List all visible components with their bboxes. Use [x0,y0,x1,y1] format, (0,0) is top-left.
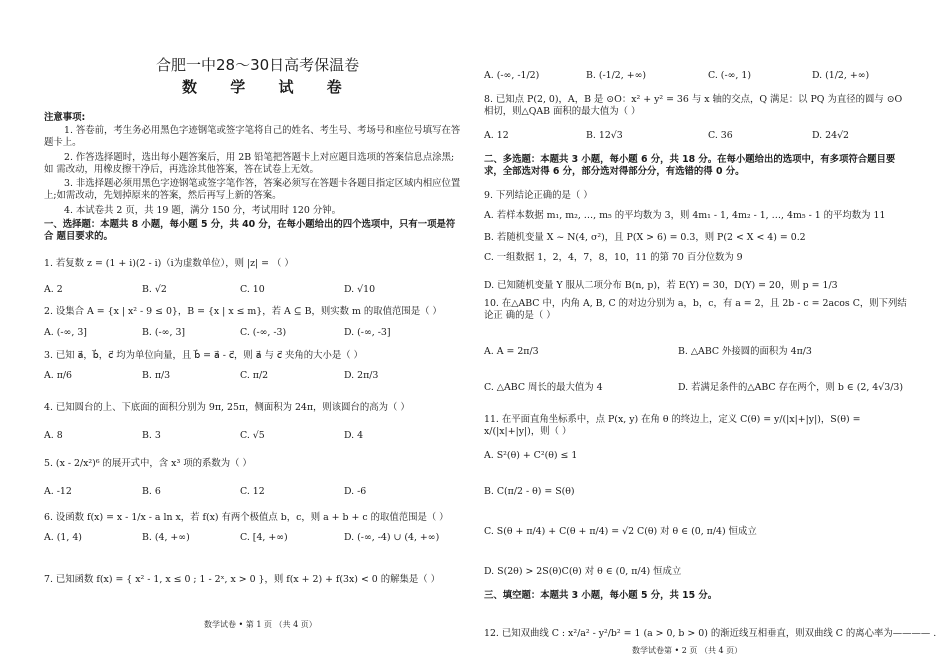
q8-option-b: B. 12√3 [586,130,623,141]
section3-heading: 三、填空题：本题共 3 小题，每小题 5 分，共 15 分。 [484,590,718,601]
footer-left: 数学试卷 • 第 1 页 （共 4 页） [204,620,317,629]
q5-option-c: C. 12 [240,486,265,497]
q9-option-a: A. 若样本数据 m₁, m₂, …, m₅ 的平均数为 3，则 4m₁ - 1, 4m₂ - 1, …, 4m₅ - 1 的平均数为 11 [484,210,886,221]
question-4-stem: 4. 已知圆台的上、下底面的面积分别为 9π, 25π，侧面积为 24π，则该圆台的高为（ ） [44,402,410,413]
section1-heading: 一、选择题：本题共 8 小题，每小题 5 分，共 40 分，在每小题给出的四个选项中，只有一项是符合 题目要求的。 [44,219,456,242]
question-10-stem: 10. 在△ABC 中，内角 A, B, C 的对边分别为 a，b，c，有 a = 2，且 2b - c = 2acos C，则下列结论正 确的是（ ） [484,298,907,321]
q11-option-b: B. C(π/2 - θ) = S(θ) [484,486,575,497]
q9-option-c: C. 一组数据 1，2，4，7，8，10，11 的第 70 百分位数为 9 [484,252,743,263]
footer-right: 数学试卷第 • 2 页 （共 4 页） [632,646,743,655]
question-9-stem: 9. 下列结论正确的是（ ） [484,190,593,201]
q7-option-a: A. (-∞, -1/2) [484,70,540,81]
q9-option-d: D. 已知随机变量 Y 服从二项分布 B(n, p)，若 E(Y) = 30，D(Y) = 20，则 p = 1/3 [484,280,838,291]
q2-option-a: A. (-∞, 3] [44,327,87,338]
notice-item-4: 4. 本试卷共 2 页，共 19 题，满分 150 分，考试用时 120 分钟。 [64,205,341,216]
q3-option-a: A. π/6 [44,370,73,381]
q10-option-b: B. △ABC 外接圆的面积为 4π/3 [678,346,812,357]
q8-option-c: C. 36 [708,130,733,141]
q4-option-c: C. √5 [240,430,265,441]
question-3-stem: 3. 已知 a⃗，b⃗，c⃗ 均为单位向量，且 b⃗ = a⃗ - c⃗，则 a⃗ 与 c⃗ 夹角的大小是（ ） [44,350,363,361]
notice-item-1: 1. 答卷前，考生务必用黑色字迹钢笔或签字笔将自己的姓名、考生号、考场号和座位号填写在答 题卡上。 [44,125,461,148]
notice-item-2: 2. 作答选择题时，选出每小题答案后，用 2B 铅笔把答题卡上对应题目选项的答案信息点涂黑; 如 需改动，用橡皮擦干净后，再选涂其他答案，答在试卷上无效。 [44,152,455,175]
q2-option-c: C. (-∞, -3) [240,327,287,338]
q1-option-d: D. √10 [344,284,376,295]
q10-option-a: A. A = 2π/3 [484,346,539,357]
q9-option-b: B. 若随机变量 X ~ N(4, σ²)，且 P(X > 6) = 0.3，则 P(2 < X < 4) = 0.2 [484,232,806,243]
notice-item-3: 3. 非选择题必须用黑色字迹钢笔或签字笔作答，答案必须写在答题卡各题目指定区域内相应位置 上;如需改动，先划掉原来的答案，然后再写上新的答案。 [44,178,461,201]
q3-option-c: C. π/2 [240,370,269,381]
question-8-stem: 8. 已知点 P(2, 0)，A，B 是 ⊙O：x² + y² = 36 与 x 轴的交点，Q 满足：以 PQ 为直径的圆与 ⊙O 相切，则△QAB 面积的最大值为（ ） [484,94,903,117]
q10-option-c: C. △ABC 周长的最大值为 4 [484,382,603,393]
q1-option-a: A. 2 [44,284,63,295]
q5-option-a: A. -12 [44,486,72,497]
q11-option-c: C. S(θ + π/4) + C(θ + π/4) = √2 C(θ) 对 θ ∈ (0, π/4) 恒成立 [484,526,757,537]
question-1-stem: 1. 若复数 z = (1 + i)(2 - i)（i为虚数单位），则 |z| = （ ） [44,258,294,269]
q3-option-d: D. 2π/3 [344,370,379,381]
q7-option-c: C. (-∞, 1) [708,70,752,81]
q2-option-b: B. (-∞, 3] [142,327,186,338]
q1-option-b: B. √2 [142,284,167,295]
question-11-stem: 11. 在平面直角坐标系中，点 P(x, y) 在角 θ 的终边上，定义 C(θ) = y/(|x|+|y|)，S(θ) = x/(|x|+|y|)，则（ ） [484,414,861,437]
q11-option-a: A. S²(θ) + C²(θ) ≤ 1 [484,450,578,461]
q4-option-a: A. 8 [44,430,63,441]
q10-option-d: D. 若满足条件的△ABC 存在两个，则 b ∈ (2, 4√3/3) [678,382,903,393]
exam-title: 合肥一中28～30日高考保温卷 [156,56,360,74]
q7-option-b: B. (-1/2, +∞) [586,70,647,81]
q4-option-b: B. 3 [142,430,161,441]
q3-option-b: B. π/3 [142,370,171,381]
q2-option-d: D. (-∞, -3] [344,327,391,338]
q5-option-d: D. -6 [344,486,367,497]
q6-option-d: D. (-∞, -4) ∪ (4, +∞) [344,532,440,543]
question-2-stem: 2. 设集合 A = {x | x² - 9 ≤ 0}，B = {x | x ≤ m}，若 A ⊆ B，则实数 m 的取值范围是（ ） [44,306,442,317]
q4-option-d: D. 4 [344,430,364,441]
question-7-stem: 7. 已知函数 f(x) = { x² - 1, x ≤ 0 ; 1 - 2ˣ, x > 0 }，则 f(x + 2) + f(3x) < 0 的解集是（ ） [44,574,440,585]
q6-option-b: B. (4, +∞) [142,532,190,543]
q7-option-d: D. (1/2, +∞) [812,70,870,81]
question-5-stem: 5. (x - 2/x²)⁶ 的展开式中，含 x³ 项的系数为（ ） [44,458,252,469]
section2-heading: 二、多选题：本题共 3 小题，每小题 6 分，共 18 分。在每小题给出的选项中，有多项符合题目要求，全部选对得 6 分，部分选对得部分分，有选错的得 0 分。 [484,154,896,177]
question-12-stem: 12. 已知双曲线 C : x²/a² - y²/b² = 1 (a > 0, b > 0) 的渐近线互相垂直，则双曲线 C 的离心率为———— . [484,628,937,639]
question-6-stem: 6. 设函数 f(x) = x - 1/x - a ln x，若 f(x) 有两个极值点 b，c，则 a + b + c 的取值范围是（ ） [44,512,449,523]
q6-option-a: A. (1, 4) [44,532,82,543]
q1-option-c: C. 10 [240,284,265,295]
q11-option-d: D. S(2θ) > 2S(θ)C(θ) 对 θ ∈ (0, π/4) 恒成立 [484,566,682,577]
exam-subtitle: 数 学 试 卷 [182,78,356,96]
notice-heading: 注意事项: [44,112,86,123]
q8-option-a: A. 12 [484,130,509,141]
q8-option-d: D. 24√2 [812,130,850,141]
q6-option-c: C. [4, +∞) [240,532,288,543]
q5-option-b: B. 6 [142,486,161,497]
